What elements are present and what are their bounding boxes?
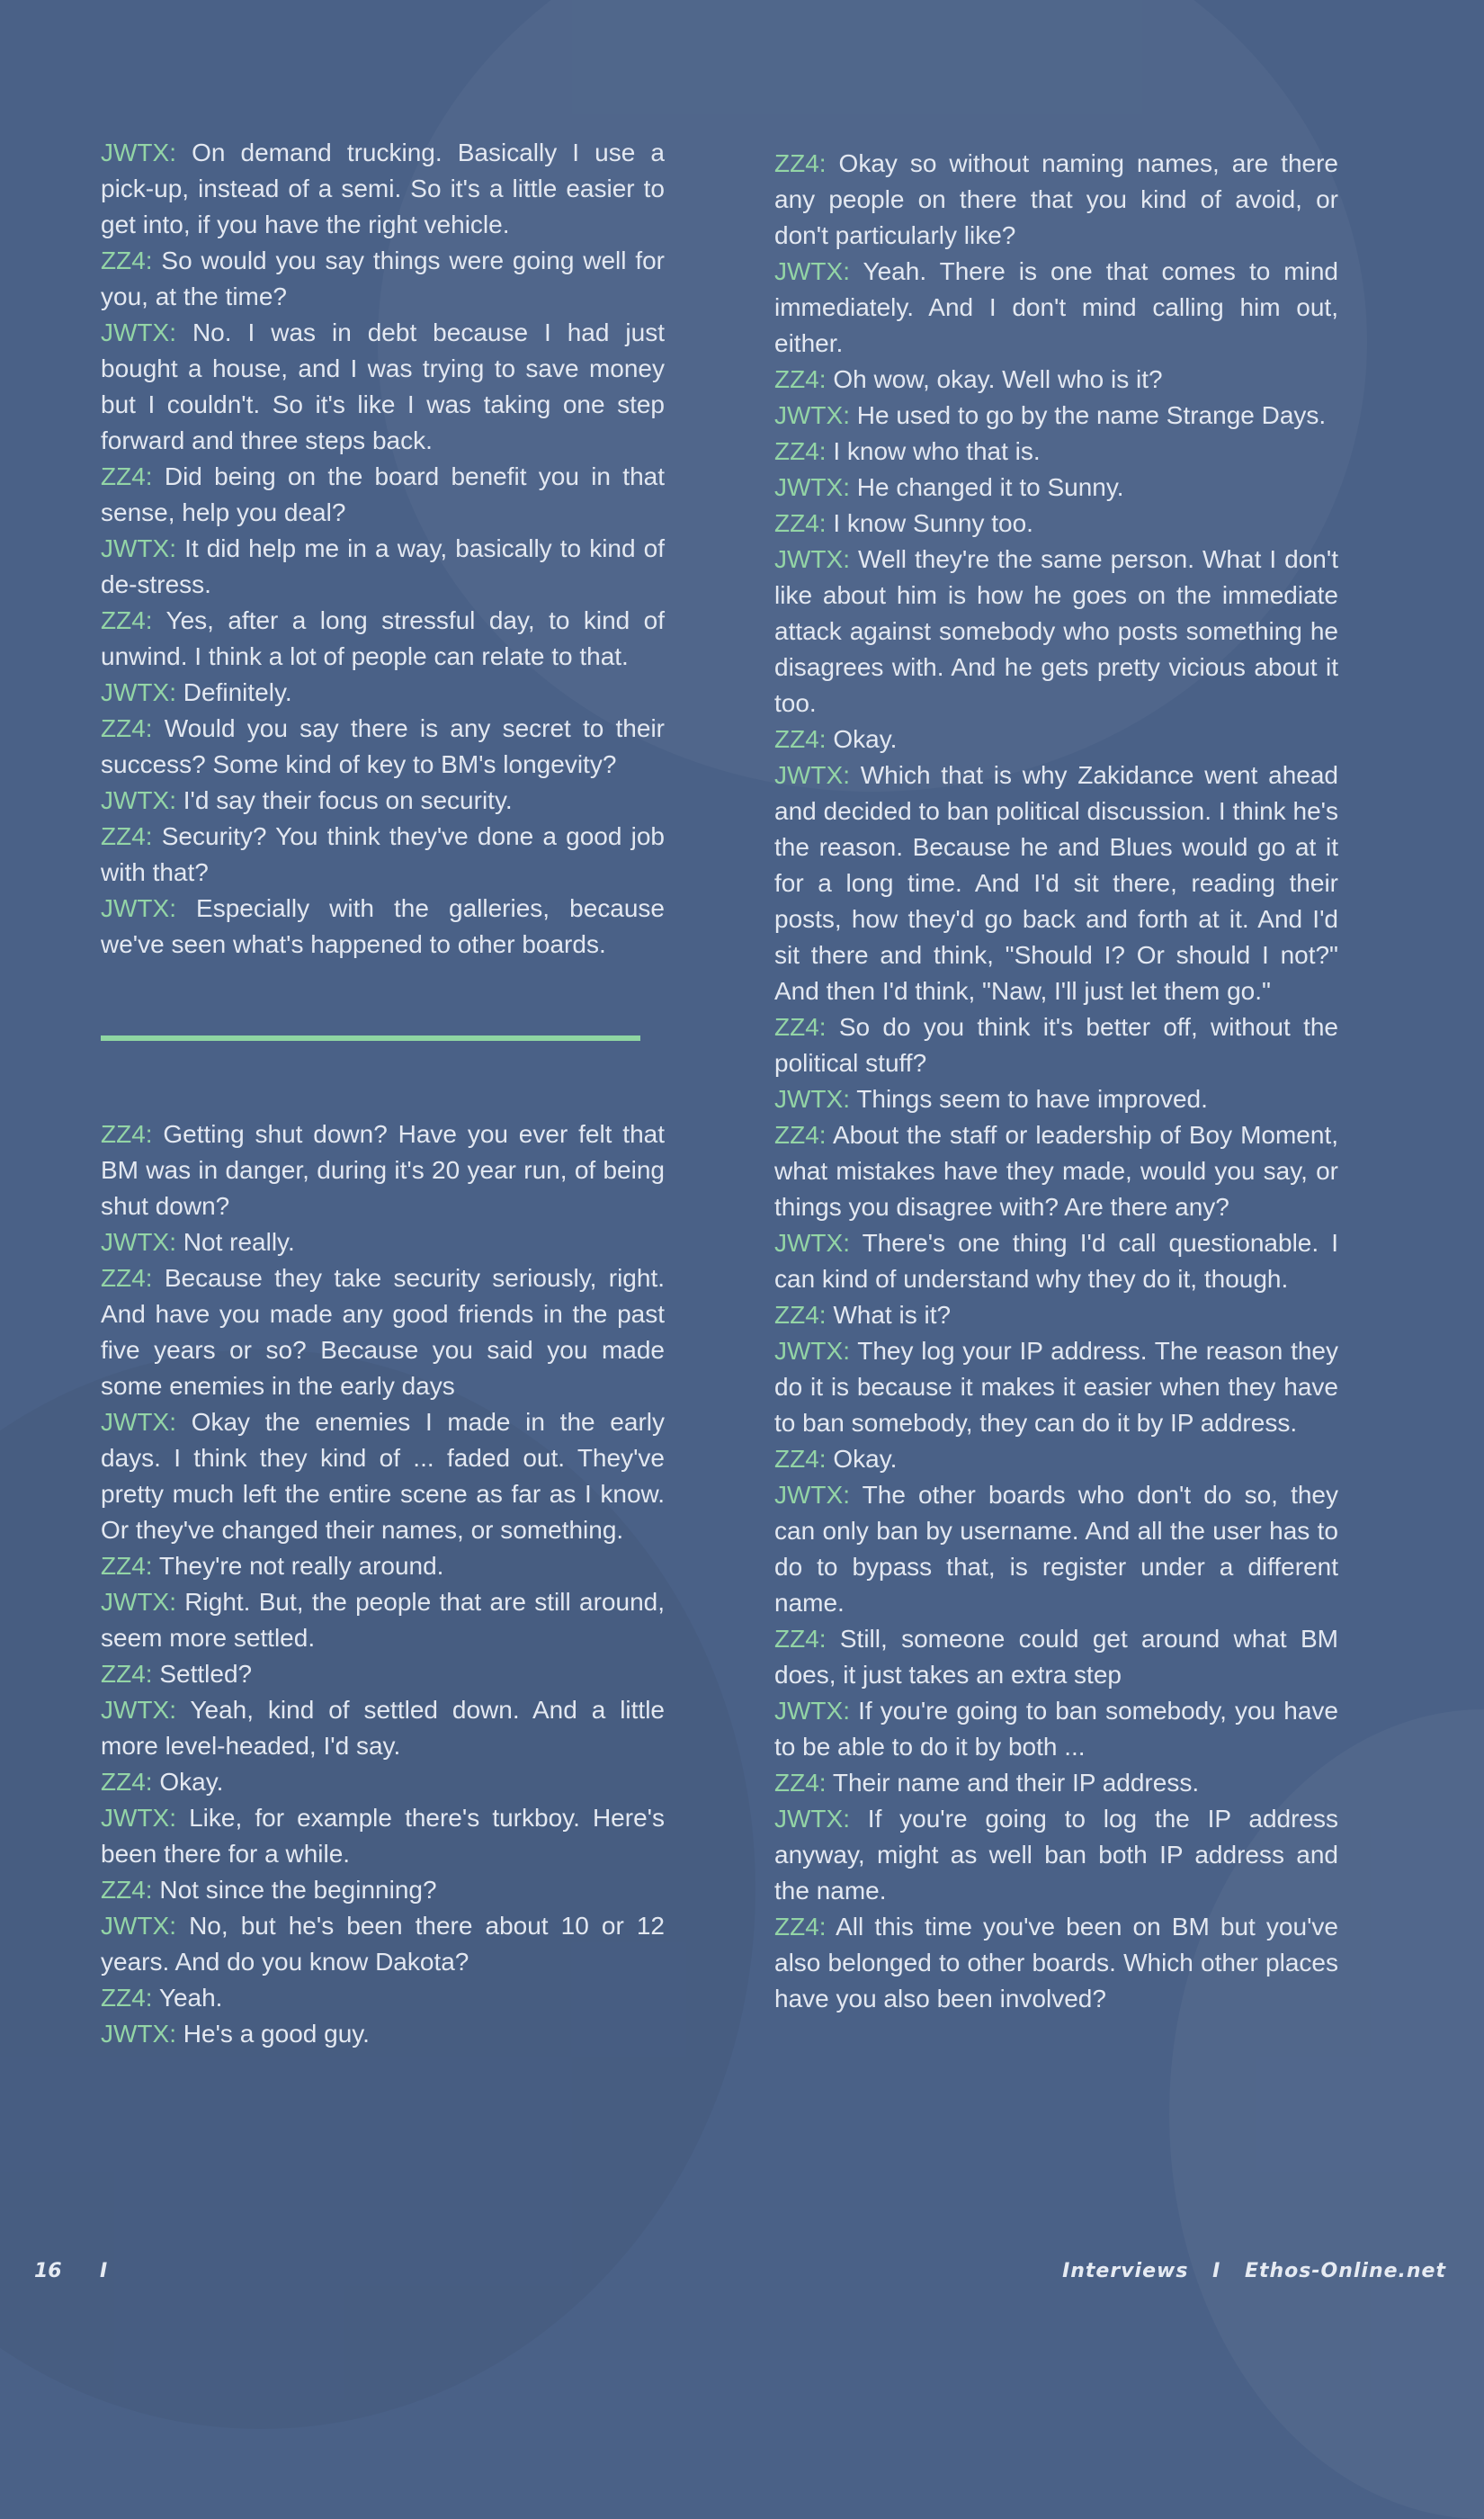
speaker-label: ZZ4: [774,365,827,393]
right-dialogue [774,146,1338,2017]
left-bottom-dialogue [101,1116,665,2052]
dialogue-line [774,1621,1338,1693]
dialogue-line [774,1225,1338,1297]
dialogue-text: The other boards who don't do so, they can only ban by username. And all the user has to do to bypass that, is register under a different name. [774,1481,1338,1617]
speaker-label: JWTX: [101,678,176,706]
speaker-label: JWTX: [101,894,176,922]
speaker-label: ZZ4: [101,247,153,274]
dialogue-line [101,1980,665,2016]
dialogue-text: Because they take security seriously, right. And have you made any good friends in the past five years or so? Because you said you made some enemies in the early days [101,1264,665,1400]
dialogue-text: What is it? [826,1301,952,1329]
speaker-label: JWTX: [101,318,176,346]
dialogue-text: Which that is why Zakidance went ahead and decided to ban political discussion. I think he's the reason. Because he and Blues would go at it for a long time. And I'd sit there, reading their posts, how they'd go back and forth at it. And I'd sit there and think, "Should I? Or should I not?" And then I'd think, "Naw, I'll just let them go." [774,761,1338,1005]
dialogue-line [101,1584,665,1656]
dialogue-text: Yeah. There is one that comes to mind immediately. And I don't mind calling him out, either. [774,257,1338,357]
speaker-label: JWTX: [101,1912,176,1940]
dialogue-text: It did help me in a way, basically to kind of de-stress. [101,534,665,598]
speaker-label: ZZ4: [774,1625,827,1653]
speaker-label: ZZ4: [101,714,153,742]
dialogue-text: Yes, after a long stressful day, to kind of unwind. I think a lot of people can relate to that. [101,606,665,670]
speaker-label: JWTX: [774,761,850,789]
dialogue-line [101,1404,665,1548]
dialogue-line [774,757,1338,1009]
dialogue-text: Okay the enemies I made in the early days. I think they kind of ... faded out. They've pretty much left the entire scene as far as I know. Or they've changed their names, or something. [101,1408,665,1544]
dialogue-text: All this time you've been on BM but you've also belonged to other boards. Which other places have you also been involved? [774,1913,1338,2013]
speaker-label: ZZ4: [101,1264,153,1292]
dialogue-line [101,891,665,963]
dialogue-line [774,1441,1338,1477]
dialogue-line [101,819,665,891]
dialogue-line [774,1477,1338,1621]
speaker-label: ZZ4: [774,437,827,465]
dialogue-line [101,1260,665,1404]
dialogue-line [774,1297,1338,1333]
speaker-label: ZZ4: [101,1876,153,1904]
dialogue-text: Like, for example there's turkboy. Here's been there for a while. [101,1804,665,1868]
dialogue-line [774,254,1338,362]
speaker-label: JWTX: [101,1804,176,1832]
speaker-label: JWTX: [101,786,176,814]
dialogue-line [101,1692,665,1764]
dialogue-line [101,243,665,315]
dialogue-line [101,1224,665,1260]
dialogue-line [101,315,665,459]
speaker-label: ZZ4: [774,1301,827,1329]
dialogue-text: Especially with the galleries, because we've seen what's happened to other boards. [101,894,665,958]
dialogue-text: Not really. [176,1228,295,1256]
dialogue-text: Getting shut down? Have you ever felt that BM was in danger, during it's 20 year run, of being shut down? [101,1120,665,1220]
section-name: Interviews [1062,2260,1189,2282]
speaker-label: ZZ4: [774,509,827,537]
speaker-label: JWTX: [774,1085,850,1113]
dialogue-text: Okay. [826,1445,898,1473]
dialogue-text: Right. But, the people that are still around, seem more settled. [101,1588,665,1652]
dialogue-text: If you're going to log the IP address anyway, might as well ban both IP address and the name. [774,1805,1338,1905]
site-name: Ethos-Online.net [1244,2260,1446,2282]
dialogue-line [774,1117,1338,1225]
speaker-label: JWTX: [774,1229,850,1257]
dialogue-line [774,398,1338,434]
speaker-label: JWTX: [101,139,176,166]
speaker-label: ZZ4: [101,1768,153,1796]
dialogue-line [774,1801,1338,1909]
dialogue-line [101,1764,665,1800]
dialogue-line [774,362,1338,398]
dialogue-text: So would you say things were going well for you, at the time? [101,247,665,310]
dialogue-line [101,459,665,531]
dialogue-line [774,1765,1338,1801]
dialogue-text: Security? You think they've done a good job with that? [101,822,665,886]
speaker-label: JWTX: [101,534,176,562]
dialogue-line [101,1908,665,1980]
speaker-label: JWTX: [774,545,850,573]
dialogue-text: He used to go by the name Strange Days. [850,401,1327,429]
dialogue-text: There's one thing I'd call questionable. I can kind of understand why they do it, though. [774,1229,1338,1293]
dialogue-text: So do you think it's better off, without the political stuff? [774,1013,1338,1077]
speaker-label: ZZ4: [774,1769,827,1797]
dialogue-line [101,2016,665,2052]
dialogue-text: Oh wow, okay. Well who is it? [826,365,1163,393]
dialogue-line [774,1009,1338,1081]
speaker-label: ZZ4: [101,822,153,850]
footer-separator: I [1212,2260,1221,2282]
page-number: 16 [34,2260,62,2282]
dialogue-text: Definitely. [176,678,292,706]
dialogue-text: They're not really around. [152,1552,444,1580]
dialogue-line [774,470,1338,506]
dialogue-line [101,135,665,243]
dialogue-line [774,722,1338,757]
dialogue-text: I'd say their focus on security. [176,786,513,814]
dialogue-line [101,603,665,675]
footer-right [1046,2260,1446,2282]
dialogue-text: Still, someone could get around what BM does, it just takes an extra step [774,1625,1338,1689]
dialogue-text: Not since the beginning? [152,1876,437,1904]
left-column [101,135,665,2052]
dialogue-line [774,146,1338,254]
dialogue-text: Yeah, kind of settled down. And a little more level-headed, I'd say. [101,1696,665,1760]
dialogue-line [774,1693,1338,1765]
speaker-label: JWTX: [774,1481,850,1509]
dialogue-text: Their name and their IP address. [826,1769,1200,1797]
section-divider [101,1035,640,1041]
footer-separator: I [100,2260,108,2282]
dialogue-line [101,783,665,819]
speaker-label: ZZ4: [101,1660,153,1688]
dialogue-line [101,711,665,783]
dialogue-text: He changed it to Sunny. [850,473,1124,501]
speaker-label: ZZ4: [774,725,827,753]
dialogue-line [774,1081,1338,1117]
dialogue-text: No, but he's been there about 10 or 12 years. And do you know Dakota? [101,1912,665,1976]
speaker-label: JWTX: [774,401,850,429]
speaker-label: JWTX: [774,473,850,501]
dialogue-text: Yeah. [152,1984,223,2012]
speaker-label: JWTX: [101,1588,176,1616]
dialogue-text: Okay so without naming names, are there any people on there that you kind of avoid, or don't particularly like? [774,149,1338,249]
dialogue-text: On demand trucking. Basically I use a pick-up, instead of a semi. So it's a little easier to get into, if you have the right vehicle. [101,139,665,238]
speaker-label: ZZ4: [101,1120,153,1148]
speaker-label: JWTX: [774,1697,850,1725]
dialogue-line [101,1872,665,1908]
dialogue-text: Things seem to have improved. [850,1085,1208,1113]
dialogue-line [101,531,665,603]
speaker-label: ZZ4: [774,1013,827,1041]
speaker-label: ZZ4: [774,149,827,177]
speaker-label: JWTX: [101,1696,176,1724]
dialogue-line [774,542,1338,722]
dialogue-line [101,1656,665,1692]
dialogue-text: If you're going to ban somebody, you have to be able to do it by both ... [774,1697,1338,1761]
dialogue-text: I know who that is. [826,437,1041,465]
dialogue-text: Settled? [152,1660,253,1688]
dialogue-line [774,434,1338,470]
dialogue-line [774,506,1338,542]
dialogue-line [101,1548,665,1584]
speaker-label: JWTX: [101,2020,176,2048]
speaker-label: JWTX: [101,1228,176,1256]
dialogue-text: About the staff or leadership of Boy Moment, what mistakes have they made, would you say, or things you disagree with? Are there any? [774,1121,1338,1221]
speaker-label: ZZ4: [774,1121,827,1149]
speaker-label: ZZ4: [101,606,153,634]
speaker-label: ZZ4: [774,1913,827,1941]
speaker-label: JWTX: [774,1337,850,1365]
speaker-label: JWTX: [774,257,850,285]
dialogue-line [101,675,665,711]
dialogue-text: They log your IP address. The reason they do it is because it makes it easier when they have to ban somebody, they can do it by IP address. [774,1337,1338,1437]
dialogue-text: He's a good guy. [176,2020,370,2048]
dialogue-text: No. I was in debt because I had just bought a house, and I was trying to save money but I couldn't. So it's like I was taking one step forward and three steps back. [101,318,665,454]
left-top-dialogue [101,135,665,963]
dialogue-text: Okay. [152,1768,224,1796]
dialogue-line [101,1116,665,1224]
speaker-label: JWTX: [774,1805,850,1833]
dialogue-text: Would you say there is any secret to their success? Some kind of key to BM's longevity? [101,714,665,778]
dialogue-text: Well they're the same person. What I don't like about him is how he goes on the immediate attack against somebody who posts something he disagrees with. And he gets pretty vicious about it too. [774,545,1338,717]
speaker-label: JWTX: [101,1408,176,1436]
footer [0,2260,1484,2287]
dialogue-line [774,1333,1338,1441]
dialogue-line [101,1800,665,1872]
dialogue-line [774,1909,1338,2017]
dialogue-text: Okay. [826,725,898,753]
speaker-label: ZZ4: [101,1984,153,2012]
speaker-label: ZZ4: [101,1552,153,1580]
dialogue-text: Did being on the board benefit you in that sense, help you deal? [101,462,665,526]
speaker-label: ZZ4: [101,462,153,490]
speaker-label: ZZ4: [774,1445,827,1473]
dialogue-text: I know Sunny too. [826,509,1033,537]
right-column [774,146,1338,2017]
